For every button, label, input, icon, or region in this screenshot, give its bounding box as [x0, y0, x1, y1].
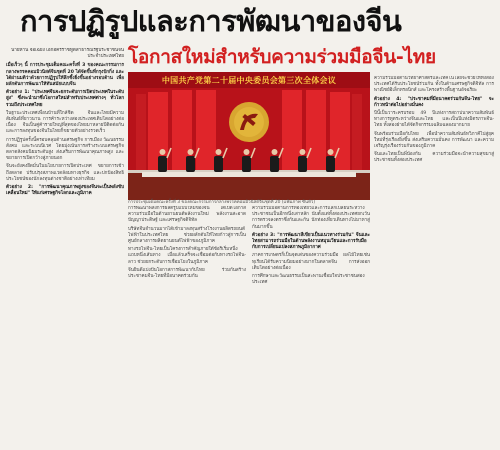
congress-hall-illustration — [128, 72, 370, 200]
article-paragraph: ทางรถไฟจีน-ไทยเป็นโครงการสำคัญภายใต้ข้อริเริ่มหนึ่งแถบหนึ่งเส้นทาง เมื่อแล้วเสร็จจะเชื่อมต่อกับทางรถไฟจีน-ลาว ช่วยยกระดับการเชื่อมโยงในภูมิภาค — [128, 247, 246, 265]
article-paragraph: เมื่อเร็วๆ นี้ การประชุมเต็มคณะครั้งที่ 3 ของคณะกรรมการกลางพรรคคอมมิวนิสต์จีนชุดที่ 20 ได้จัดขึ้นที่กรุงปักกิ่ง และได้ผ่านมติว่าด้วยการปฏิรูปให้ลึกซึ้งยิ่งขึ้นอย่างรอบด้าน เพื่อผลักดันการพัฒนาให้ทันสมัยแบบจีน — [6, 63, 124, 88]
article-paragraph: ตัวอย่าง 4: "ประชาคมที่มีอนาคตร่วมกันจีน-ไทย" จะก้าวหน้าต่อไปอย่างมั่นคง — [374, 96, 494, 108]
column-middle-1 — [128, 206, 246, 446]
article-paragraph: ปีนี้เป็นวาระครบรอบ 49 ปีแห่งการสถาปนาความสัมพันธ์ทางการทูตระหว่างจีนและไทย และเป็นปีแห่งมิตรภาพจีน-ไทย ทั้งสองฝ่ายได้จัดกิจกรรมเฉลิมฉลองมากมาย — [374, 111, 494, 129]
article-paragraph: ภาคการเกษตรก็เป็นจุดเด่นของความร่วมมือ ผลไม้ไทยเช่นทุเรียนได้รับความนิยมอย่างมากในตลาดจีน การส่งออกเติบโตอย่างต่อเนื่อง — [252, 253, 370, 271]
article-paragraph: ความร่วมมือด้านการท่องเที่ยวและการแลกเปลี่ยนระหว่างประชาชนเป็นอีกหนึ่งเสาหลัก นับตั้งแต่ทั้งสองประเทศยกเว้นการตรวจลงตราซึ่งกันและกัน นักท่องเที่ยวเดินทางไปมาหาสู่กันมากขึ้น — [252, 206, 370, 230]
article-paragraph: ความร่วมมือด้านวิทยาศาสตร์และเทคโนโลยีจะช่วยให้ทั้งสองประเทศได้รับประโยชน์ร่วมกัน ทั้งในด้านเศรษฐกิจดิจิทัล การพาณิชย์อิเล็กทรอนิกส์ และโครงสร้างพื้นฐานอัจฉริยะ — [374, 76, 494, 94]
article-paragraph: จีนจะยังคงยึดมั่นในนโยบายการเปิดประเทศ ขยายการเข้าถึงตลาด ปรับปรุงสภาพแวดล้อมทางธุรกิจ และปกป้องสิทธิประโยชน์ของนักลงทุนต่างชาติอย่างเท่าเทียม — [6, 164, 124, 182]
article-paragraph: จีนพร้อมร่วมมือกับไทย เพื่อนำความสัมพันธ์ทวิภาคีไปสู่ยุคใหม่ที่รุ่งเรืองยิ่งขึ้น ส่งเสริมความมั่นคง การพัฒนา และความเจริญรุ่งเรืองร่วมกันของภูมิภาค — [374, 131, 494, 150]
column-right — [374, 76, 494, 446]
article-paragraph: จีนและไทยเป็นพี่น้องกัน ความร่วมมือจะนำความสุขมาสู่ประชาชนทั้งสองประเทศ — [374, 152, 494, 164]
right-paragraphs — [374, 76, 494, 165]
article-paragraph: ตัวอย่าง 2: "การพัฒนาคุณภาพสูงของจีนจะเป็นพลังขับเคลื่อนใหม่" ให้แก่เศรษฐกิจโลกและภูมิภาค — [6, 185, 124, 197]
photo-caption: การประชุมเต็มคณะครั้งที่ 3 ของคณะกรรมการกลางพรรคคอมมิวนิสต์จีนชุดที่ 20 (แฟ้มภาพ ซินหัว) — [128, 200, 316, 205]
article-paragraph: ในฐานะประเทศเพื่อนบ้านที่ใกล้ชิด จีนและไทยมีความสัมพันธ์ที่ยาวนาน การค้าระหว่างสองประเทศเติบโตอย่างต่อเนื่อง จีนเป็นคู่ค้ารายใหญ่ที่สุดของไทยมาหลายปีติดต่อกัน และการลงทุนของจีนในไทยก็ขยายตัวอย่างรวดเร็ว — [6, 110, 124, 135]
article-headline: การปฏิรูปและการพัฒนาของจีน — [20, 4, 402, 38]
article-subhead: โอกาสใหม่สำหรับความร่วมมือจีน-ไทย — [128, 46, 436, 68]
article-paragraph: บริษัทจีนจำนวนมากได้เข้ามาลงทุนสร้างโรงงานผลิตรถยนต์ไฟฟ้าในประเทศไทย ช่วยผลักดันให้ไทยก้าวสู่การเป็นศูนย์กลางการผลิตยานยนต์ไฟฟ้าของภูมิภาค — [128, 226, 246, 245]
mid1-paragraphs — [128, 206, 246, 280]
column-left — [6, 48, 124, 446]
column-middle-2 — [252, 206, 370, 446]
news-photo — [128, 72, 370, 200]
article-paragraph: การปฏิรูปครั้งนี้ครอบคลุมด้านเศรษฐกิจ การเมือง วัฒนธรรม สังคม และระบบนิเวศ โดยมุ่งเน้นการสร้างระบบเศรษฐกิจตลาดสังคมนิยมระดับสูง ส่งเสริมการพัฒนาคุณภาพสูง และขยายการเปิดกว้างสู่ภายนอก — [6, 137, 124, 162]
article-paragraph: การศึกษาและวัฒนธรรมเป็นสะพานเชื่อมใจประชาชนสองประเทศ — [252, 274, 365, 286]
article-paragraph: การพัฒนาพลังการผลิตรูปแบบใหม่ของจีน ได้เปิดโอกาสความร่วมมือในด้านยานยนต์พลังงานใหม่ พลังงานสะอาด ปัญญาประดิษฐ์ และเศรษฐกิจดิจิทัล — [128, 206, 246, 224]
article-paragraph: ตัวอย่าง 1: "ประเทศจีนจะยกระดับการเปิดประเทศในระดับสูง" ซึ่งจะนำมาซึ่งโอกาสใหม่สำหรับประเทศต่างๆ ทั่วโลกรวมถึงประเทศไทย — [6, 90, 124, 108]
article-byline: นายหาน จื้อเฉียง เอกอัครราชทูตสาธารณรัฐประชาชนจีนประจำประเทศไทย — [11, 48, 124, 60]
article-paragraph: ตัวอย่าง 3: "การพัฒนาสีเขียวเป็นแนวทางร่วมกัน" จีนและไทยสามารถร่วมมือในด้านพลังงานหมุนเวียนและการรับมือกับการเปลี่ยนแปลงสภาพภูมิอากาศ — [252, 232, 370, 251]
mid2-paragraphs — [252, 206, 370, 286]
article-paragraph: จีนยินดีแบ่งปันโอกาสการพัฒนากับไทย ร่วมกันสร้างประชาคมจีน-ไทยที่มีอนาคตร่วมกัน — [128, 267, 246, 280]
left-paragraphs — [6, 63, 124, 197]
photo-banner-text: 中国共产党第二十届中央委员会第三次全体会议 — [161, 75, 337, 85]
